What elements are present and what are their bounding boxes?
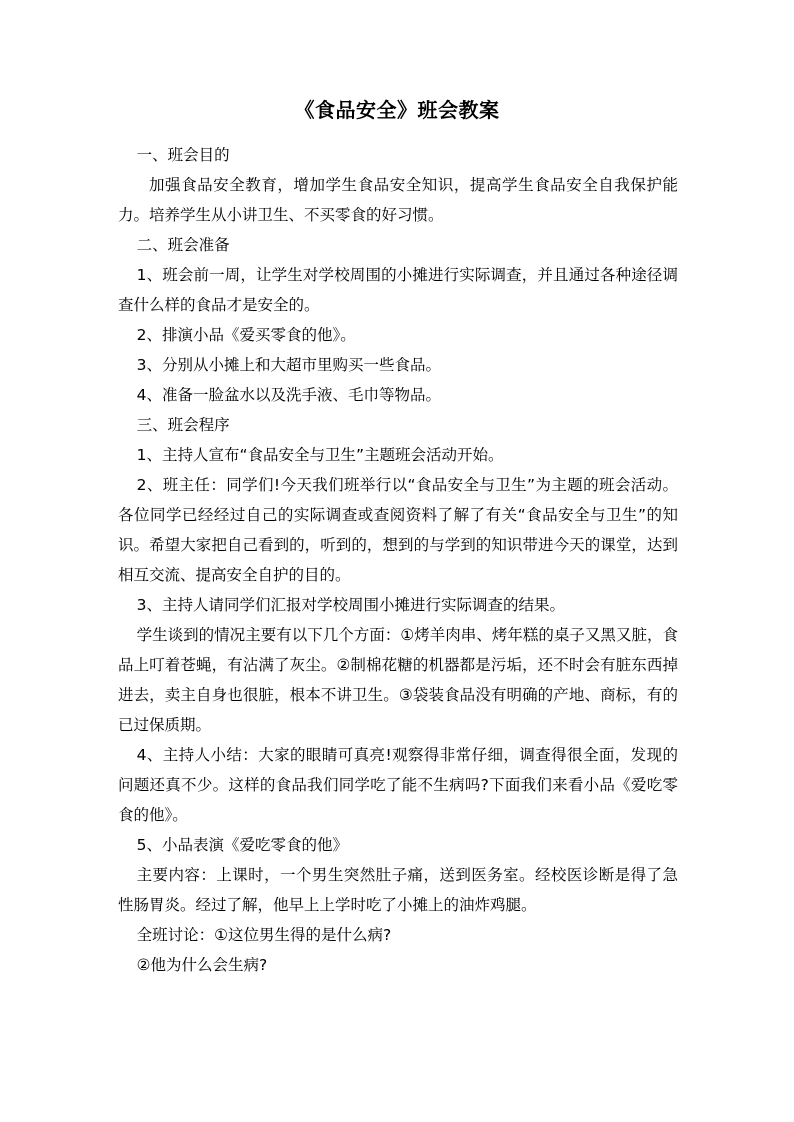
section-heading-procedure: 三、班会程序 <box>136 416 230 434</box>
paragraph: 1、主持人宣布“食品安全与卫生”主题班会活动开始。 <box>136 446 504 464</box>
paragraph: 2、排演小品《爱买零食的他》。 <box>136 326 356 344</box>
paragraph: 全班讨论：①这位男生得的是什么病? <box>136 926 392 944</box>
paragraph: 3、分别从小摊上和大超市里购买一些食品。 <box>136 356 441 374</box>
paragraph: 4、准备一脸盆水以及洗手液、毛巾等物品。 <box>136 386 441 404</box>
paragraph: 4、主持人小结：大家的眼睛可真亮!观察得非常仔细，调查得很全面，发现的问题还真不少。这样的食品我们同学吃了能不生病吗?下面我们来看小品《爱吃零食的他》。 <box>118 746 678 824</box>
paragraph: 学生谈到的情况主要有以下几个方面：①烤羊肉串、烤年糕的桌子又黑又脏，食品上叮着苍蝇，有沾满了灰尘。②制棉花糖的机器都是污垢，还不时会有脏东西掉进去，卖主自身也很脏，根本不讲卫生。③袋装食品没有明确的产地、商标，有的已过保质期。 <box>118 626 678 734</box>
paragraph: 2、班主任：同学们!今天我们班举行以“食品安全与卫生”为主题的班会活动。各位同学已经经过自己的实际调查或查阅资料了解了有关“食品安全与卫生”的知识。希望大家把自己看到的，听到的，想到的与学到的知识带进今天的课堂，达到相互交流、提高安全自护的目的。 <box>118 476 678 584</box>
paragraph: ②他为什么会生病? <box>136 956 268 974</box>
section-heading-preparation: 二、班会准备 <box>136 236 230 254</box>
paragraph: 加强食品安全教育，增加学生食品安全知识，提高学生食品安全自我保护能力。培养学生从小讲卫生、不买零食的好习惯。 <box>118 176 678 224</box>
section-heading-purpose: 一、班会目的 <box>136 146 230 164</box>
paragraph: 1、班会前一周，让学生对学校周围的小摊进行实际调查，并且通过各种途径调查什么样的食品才是安全的。 <box>118 266 678 314</box>
document-body <box>118 140 678 980</box>
page-title: 《食品安全》班会教案 <box>294 98 500 122</box>
paragraph: 5、小品表演《爱吃零食的他》 <box>136 836 348 854</box>
paragraph: 3、主持人请同学们汇报对学校周围小摊进行实际调查的结果。 <box>136 596 565 614</box>
paragraph: 主要内容：上课时，一个男生突然肚子痛，送到医务室。经校医诊断是得了急性肠胃炎。经过了解，他早上上学时吃了小摊上的油炸鸡腿。 <box>118 866 678 914</box>
